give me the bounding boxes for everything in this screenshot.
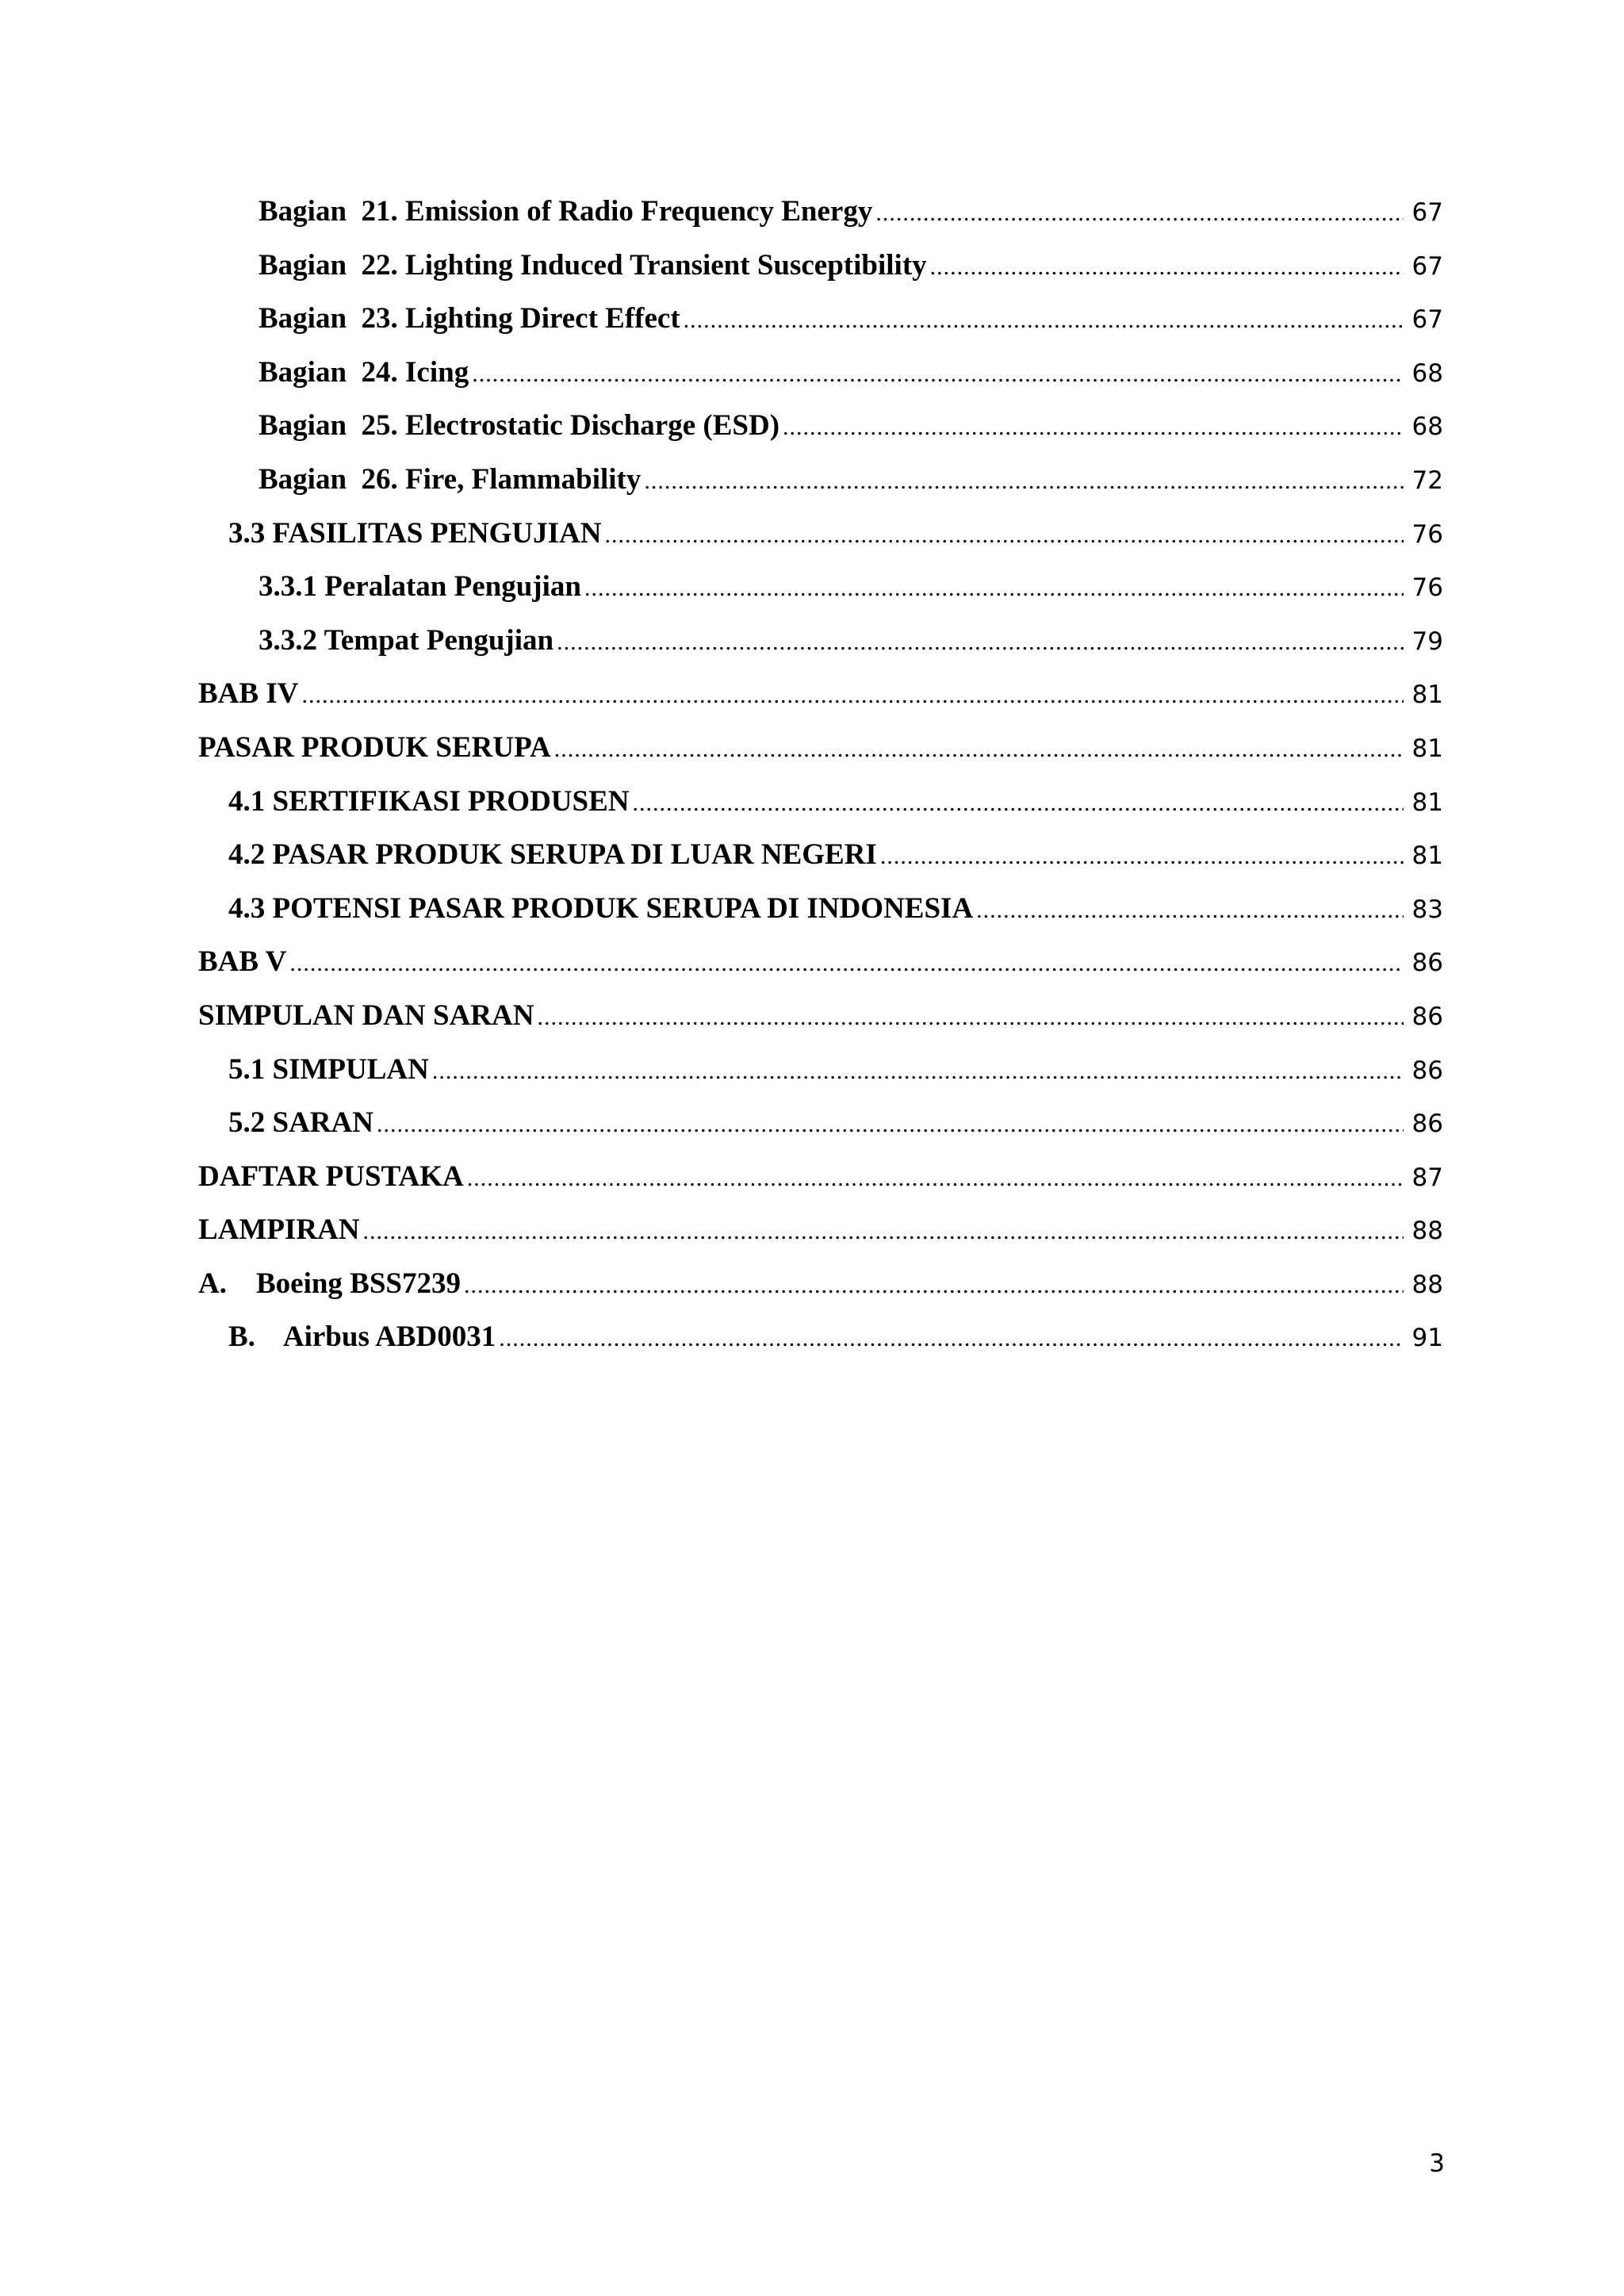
toc-dot-leader bbox=[633, 790, 1404, 817]
toc-entry-label: SIMPULAN DAN SARAN bbox=[198, 999, 534, 1032]
toc-entry-page: 86 bbox=[1411, 949, 1443, 978]
toc-entry[interactable] bbox=[198, 301, 1443, 355]
toc-dot-leader bbox=[467, 1165, 1404, 1192]
toc-entry-label: Bagian 25. Electrostatic Discharge (ESD) bbox=[259, 409, 780, 443]
toc-dot-leader bbox=[472, 361, 1404, 388]
toc-entry[interactable] bbox=[198, 248, 1443, 302]
toc-dot-leader bbox=[930, 254, 1404, 281]
toc-entry-label: 5.2 SARAN bbox=[228, 1106, 373, 1140]
toc-dot-leader bbox=[644, 468, 1404, 495]
table-of-contents bbox=[198, 194, 1443, 1374]
toc-entry-page: 68 bbox=[1411, 412, 1443, 442]
toc-entry-page: 81 bbox=[1411, 734, 1443, 763]
toc-dot-leader bbox=[499, 1325, 1404, 1352]
toc-entry-page: 86 bbox=[1411, 1110, 1443, 1139]
toc-entry-label: 4.1 SERTIFIKASI PRODUSEN bbox=[228, 784, 630, 818]
toc-entry-page: 81 bbox=[1411, 680, 1443, 710]
toc-entry[interactable] bbox=[198, 355, 1443, 409]
toc-entry-page: 67 bbox=[1411, 305, 1443, 335]
toc-entry-label: 5.1 SIMPULAN bbox=[228, 1052, 429, 1086]
toc-entry-page: 76 bbox=[1411, 519, 1443, 549]
toc-entry-label: PASAR PRODUK SERUPA bbox=[198, 730, 551, 764]
toc-entry-page: 72 bbox=[1411, 466, 1443, 495]
toc-entry-label: BAB V bbox=[198, 945, 287, 979]
toc-entry-page: 88 bbox=[1411, 1270, 1443, 1299]
toc-dot-leader bbox=[783, 414, 1404, 441]
toc-entry-page: 86 bbox=[1411, 1056, 1443, 1085]
toc-entry[interactable] bbox=[198, 891, 1443, 945]
toc-dot-leader bbox=[432, 1058, 1404, 1085]
toc-entry-label: 4.3 POTENSI PASAR PRODUK SERUPA DI INDONESIA bbox=[228, 891, 974, 925]
toc-entry-label: Bagian 22. Lighting Induced Transient Susceptibility bbox=[259, 248, 927, 282]
toc-entry-label: 3.3.1 Peralatan Pengujian bbox=[259, 570, 581, 604]
toc-entry[interactable] bbox=[198, 1052, 1443, 1106]
toc-entry[interactable] bbox=[198, 194, 1443, 248]
toc-dot-leader bbox=[464, 1272, 1404, 1299]
toc-entry-page: 67 bbox=[1411, 251, 1443, 281]
toc-dot-leader bbox=[554, 736, 1404, 763]
toc-entry-page: 79 bbox=[1411, 627, 1443, 656]
toc-entry[interactable] bbox=[198, 462, 1443, 516]
toc-entry[interactable] bbox=[198, 1267, 1443, 1320]
toc-entry-page: 68 bbox=[1411, 358, 1443, 388]
toc-dot-leader bbox=[875, 200, 1404, 227]
toc-entry[interactable] bbox=[198, 838, 1443, 891]
toc-dot-leader bbox=[362, 1218, 1404, 1245]
toc-entry-page: 83 bbox=[1411, 895, 1443, 924]
toc-entry[interactable] bbox=[198, 408, 1443, 462]
toc-entry[interactable] bbox=[198, 677, 1443, 730]
toc-dot-leader bbox=[976, 897, 1404, 924]
toc-entry-page: 81 bbox=[1411, 788, 1443, 817]
toc-entry-label: Bagian 21. Emission of Radio Frequency Energy bbox=[259, 195, 873, 228]
toc-entry-label: 4.2 PASAR PRODUK SERUPA DI LUAR NEGERI bbox=[228, 838, 877, 872]
toc-entry-page: 88 bbox=[1411, 1217, 1443, 1246]
toc-entry-label: DAFTAR PUSTAKA bbox=[198, 1159, 464, 1193]
toc-dot-leader bbox=[377, 1111, 1404, 1138]
toc-entry-label: B. Airbus ABD0031 bbox=[228, 1320, 496, 1354]
toc-dot-leader bbox=[557, 629, 1404, 656]
toc-entry-label: A. Boeing BSS7239 bbox=[198, 1267, 462, 1300]
toc-entry-label: Bagian 23. Lighting Direct Effect bbox=[259, 302, 680, 335]
toc-entry[interactable] bbox=[198, 516, 1443, 570]
toc-entry[interactable] bbox=[198, 999, 1443, 1052]
toc-entry[interactable] bbox=[198, 1213, 1443, 1267]
toc-dot-leader bbox=[301, 682, 1404, 709]
toc-entry[interactable] bbox=[198, 569, 1443, 623]
toc-entry[interactable] bbox=[198, 784, 1443, 838]
toc-entry-label: Bagian 24. Icing bbox=[259, 355, 469, 389]
toc-entry-page: 81 bbox=[1411, 841, 1443, 871]
toc-entry-label: BAB IV bbox=[198, 677, 299, 711]
page-number: 3 bbox=[1429, 2149, 1445, 2178]
toc-entry[interactable] bbox=[198, 1159, 1443, 1213]
toc-dot-leader bbox=[604, 522, 1404, 549]
toc-entry[interactable] bbox=[198, 1106, 1443, 1159]
toc-entry-page: 67 bbox=[1411, 198, 1443, 227]
toc-dot-leader bbox=[684, 307, 1404, 334]
toc-entry-label: 3.3 FASILITAS PENGUJIAN bbox=[228, 516, 602, 550]
toc-entry[interactable] bbox=[198, 623, 1443, 677]
toc-dot-leader bbox=[880, 843, 1404, 870]
toc-entry-label: Bagian 26. Fire, Flammability bbox=[259, 462, 642, 496]
toc-dot-leader bbox=[584, 575, 1404, 602]
toc-entry-page: 86 bbox=[1411, 1002, 1443, 1031]
toc-entry[interactable] bbox=[198, 945, 1443, 999]
toc-entry-page: 87 bbox=[1411, 1163, 1443, 1192]
toc-dot-leader bbox=[289, 950, 1404, 977]
toc-entry-page: 76 bbox=[1411, 573, 1443, 603]
toc-entry[interactable] bbox=[198, 730, 1443, 784]
toc-entry-label: LAMPIRAN bbox=[198, 1213, 360, 1247]
toc-entry-label: 3.3.2 Tempat Pengujian bbox=[259, 623, 554, 657]
toc-entry[interactable] bbox=[198, 1320, 1443, 1374]
toc-dot-leader bbox=[537, 1004, 1404, 1031]
toc-entry-page: 91 bbox=[1411, 1324, 1443, 1353]
